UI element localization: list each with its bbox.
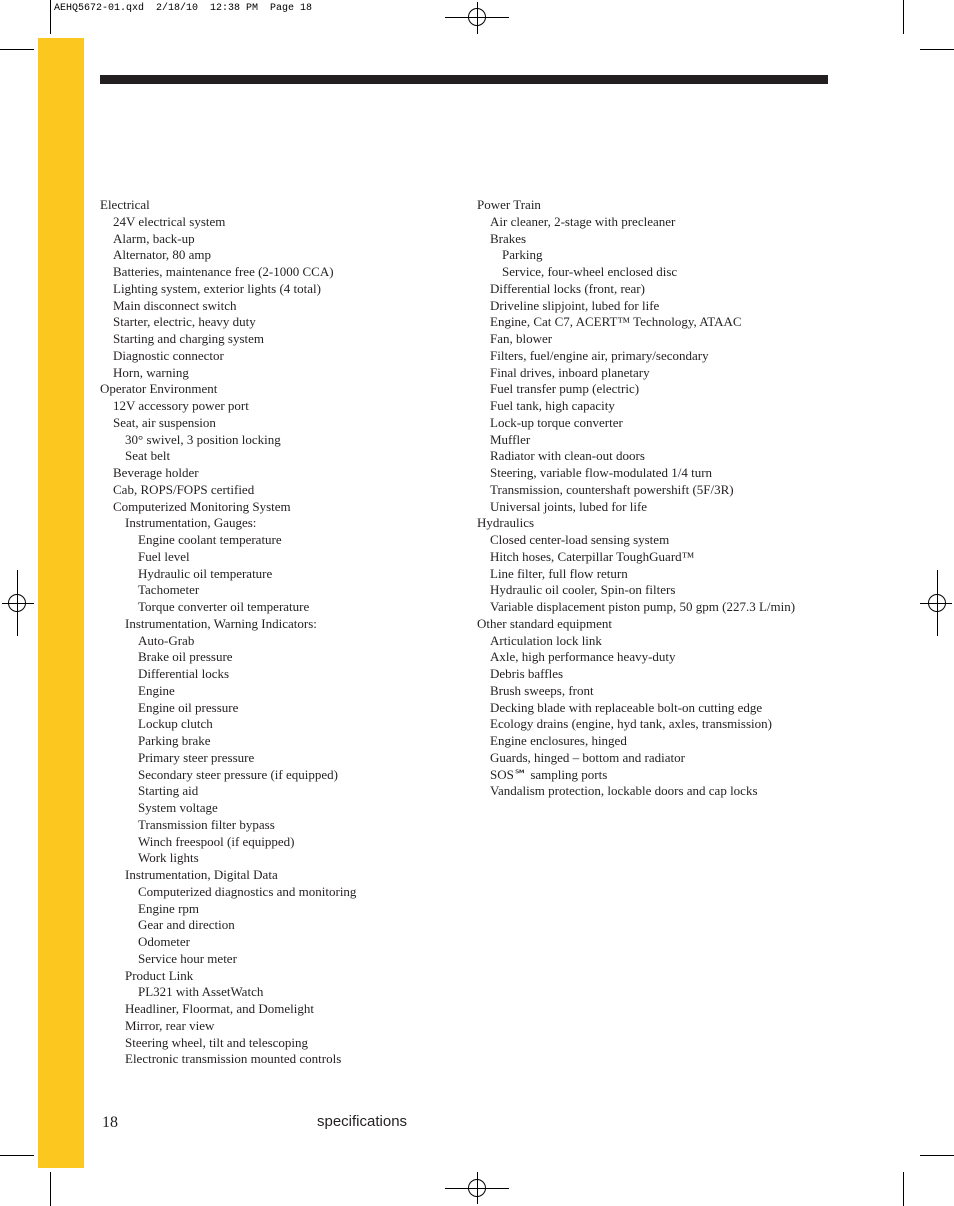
spec-item: Service, four-wheel enclosed disc [502,264,678,279]
spec-item: Debris baffles [490,666,564,681]
spec-item: 12V accessory power port [113,398,249,413]
right-column [477,197,897,800]
section-heading: Electrical [100,197,150,212]
spec-item: Computerized Monitoring System [113,498,291,514]
footer-section-label: specifications [317,1113,408,1130]
crop-mark [920,1155,954,1156]
spec-item: Work lights [138,850,199,866]
registration-circle [8,594,26,612]
spec-item: System voltage [138,800,218,815]
spec-item: Differential locks (front, rear) [490,280,645,296]
spec-item: Lockup clutch [138,716,213,732]
spec-item: Headliner, Floormat, and Domelight [125,1001,315,1016]
spec-item: Hydraulic oil temperature [138,565,273,581]
spec-item: Muffler [490,431,531,447]
spec-item: Cab, ROPS/FOPS certified [113,481,255,497]
spec-item: Decking blade with replaceable bolt-on cutting edge [490,699,763,715]
spec-item: Ecology drains (engine, hyd tank, axles, transmission) [490,716,772,732]
registration-circle [468,8,486,26]
print-slug: AEHQ5672-01.qxd 2/18/10 12:38 PM Page 18 [54,3,313,14]
spec-item: Differential locks [138,666,230,681]
crop-mark [0,49,34,50]
spec-item: Engine oil pressure [138,699,239,715]
spec-item: Hydraulic oil cooler, Spin-on filters [490,582,676,598]
crop-mark [0,1155,34,1156]
spec-item: Filters, fuel/engine air, primary/secondary [490,347,709,363]
crop-mark [903,1172,904,1206]
spec-item: Instrumentation, Warning Indicators: [125,615,317,631]
spec-item: Parking [502,247,543,263]
spec-item: Vandalism protection, lockable doors and cap locks [490,783,758,799]
registration-circle [468,1179,486,1197]
spec-item: Guards, hinged – bottom and radiator [490,749,685,765]
spec-item: Lighting system, exterior lights (4 total) [113,280,321,296]
spec-item: Brakes [490,230,527,246]
spec-item: Engine rpm [138,900,200,916]
spec-item: Tachometer [138,582,200,598]
spec-item: SOS℠ sampling ports [490,766,608,782]
spec-item: Primary steer pressure [138,749,255,765]
registration-circle [928,594,946,612]
spec-item: Fuel transfer pump (electric) [490,381,640,397]
spec-item: Final drives, inboard planetary [490,364,650,380]
spec-item: Seat, air suspension [113,414,216,430]
spec-item: Main disconnect switch [113,297,237,313]
spec-item: Starting and charging system [113,331,265,346]
section-heading: Hydraulics [477,515,535,531]
spec-item: Fuel tank, high capacity [490,398,615,413]
spec-item: Fan, blower [490,331,553,346]
header-rule [100,75,828,84]
left-column [100,197,460,1068]
crop-mark [903,0,904,34]
spec-item: Brake oil pressure [138,649,233,665]
spec-item: Hitch hoses, Caterpillar ToughGuard™ [490,548,695,564]
spec-item: Computerized diagnostics and monitoring [138,883,357,899]
spec-item: Mirror, rear view [125,1017,215,1033]
spec-item: Closed center-load sensing system [490,532,670,547]
spec-item: Instrumentation, Digital Data [125,867,278,882]
crop-mark [50,0,51,34]
spec-item: Electronic transmission mounted controls [125,1051,342,1067]
spec-item: Winch freespool (if equipped) [138,833,295,849]
spec-item: Starter, electric, heavy duty [113,314,256,330]
spec-item: Driveline slipjoint, lubed for life [490,297,660,313]
spec-item: Transmission, countershaft powershift (5F/3R) [490,481,734,497]
spec-item: 30° swivel, 3 position locking [125,431,281,447]
spec-item: PL321 with AssetWatch [138,984,264,1000]
spec-item: Service hour meter [138,950,237,966]
section-heading: Operator Environment [100,381,218,397]
spec-item: Seat belt [125,448,171,464]
spec-item: Axle, high performance heavy-duty [490,649,676,665]
spec-item: Batteries, maintenance free (2-1000 CCA) [113,264,334,279]
spec-item: Product Link [125,967,194,983]
spec-item: Torque converter oil temperature [138,599,310,614]
spec-item: Instrumentation, Gauges: [125,515,257,531]
spec-item: Radiator with clean-out doors [490,448,645,464]
spec-item: Line filter, full flow return [490,565,628,581]
spec-item: Secondary steer pressure (if equipped) [138,766,338,782]
section-heading: Power Train [477,197,541,212]
spec-item: Transmission filter bypass [138,816,275,832]
spec-item: Steering wheel, tilt and telescoping [125,1034,309,1050]
spec-item: Engine, Cat C7, ACERT™ Technology, ATAAC [490,314,742,330]
spec-item: Air cleaner, 2-stage with precleaner [490,213,676,229]
spec-item: Steering, variable flow-modulated 1/4 turn [490,465,713,480]
spec-item: Universal joints, lubed for life [490,498,648,514]
spec-item: Starting aid [138,783,199,799]
spec-item: Parking brake [138,733,211,748]
spec-item: Auto-Grab [138,632,195,648]
crop-mark [920,49,954,50]
spec-item: Articulation lock link [490,632,602,648]
page-number: 18 [102,1114,118,1131]
spec-item: Fuel level [138,548,190,564]
spec-item: Lock-up torque converter [490,414,623,430]
spec-item: Horn, warning [113,364,189,380]
spec-item: Variable displacement piston pump, 50 gpm (227.3 L/min) [490,599,796,614]
spec-item: Alternator, 80 amp [113,247,212,263]
spec-item: Gear and direction [138,917,235,933]
spec-item: Beverage holder [113,465,199,480]
spec-item: Engine [138,682,175,698]
spec-item: Engine enclosures, hinged [490,733,627,748]
spec-item: 24V electrical system [113,213,226,229]
spec-item: Brush sweeps, front [490,682,594,698]
yellow-side-bar [38,38,84,1168]
section-heading: Other standard equipment [477,615,613,631]
spec-item: Diagnostic connector [113,347,224,363]
spec-item: Alarm, back-up [113,230,195,246]
spec-item: Odometer [138,934,190,949]
crop-mark [50,1172,51,1206]
spec-item: Engine coolant temperature [138,532,282,547]
